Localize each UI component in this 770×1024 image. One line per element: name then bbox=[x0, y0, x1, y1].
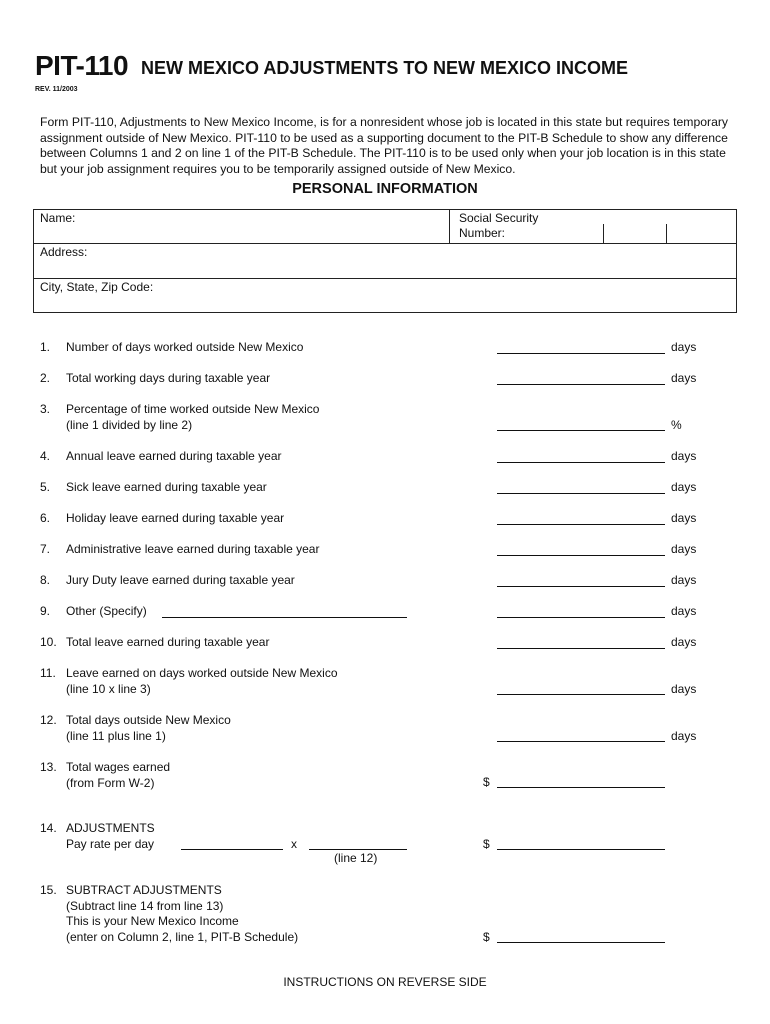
multiply-sign: x bbox=[291, 837, 297, 851]
line-number: 1. bbox=[40, 340, 51, 354]
line-reference: (line 12) bbox=[334, 851, 378, 865]
unit-label: days bbox=[671, 449, 697, 463]
line-3-input[interactable] bbox=[497, 430, 665, 431]
line-2-input[interactable] bbox=[497, 384, 665, 385]
dollar-sign: $ bbox=[483, 930, 490, 944]
line-label: Total leave earned during taxable year bbox=[66, 635, 270, 649]
unit-label: days bbox=[671, 635, 697, 649]
unit-label: days bbox=[671, 511, 697, 525]
line-label: Holiday leave earned during taxable year bbox=[66, 511, 285, 525]
dollar-sign: $ bbox=[483, 837, 490, 851]
line-number: 10. bbox=[40, 635, 57, 649]
dollar-sign: $ bbox=[483, 775, 490, 789]
intro-paragraph bbox=[40, 115, 740, 177]
intro-line: assignment outside of New Mexico. PIT-110 to be used as a supporting document to the PIT-B Schedule to show any difference bbox=[40, 130, 728, 145]
unit-label: days bbox=[671, 682, 697, 696]
divider bbox=[449, 210, 450, 243]
intro-line: but your job assignment requires you to be temporarily assigned outside of New Mexico. bbox=[40, 161, 516, 176]
line-label: ADJUSTMENTS bbox=[66, 821, 155, 835]
line-number: 14. bbox=[40, 821, 57, 835]
line-number: 13. bbox=[40, 760, 57, 774]
line-number: 7. bbox=[40, 542, 51, 556]
unit-label: days bbox=[671, 542, 697, 556]
name-field[interactable]: Name: bbox=[40, 211, 76, 225]
line-number: 8. bbox=[40, 573, 51, 587]
pay-rate-input[interactable] bbox=[181, 849, 283, 850]
line-sublabel: This is your New Mexico Income bbox=[66, 914, 239, 928]
line-number: 3. bbox=[40, 402, 51, 416]
line-label: SUBTRACT ADJUSTMENTS bbox=[66, 883, 222, 897]
line-label: Leave earned on days worked outside New Mexico bbox=[66, 666, 338, 680]
section-title: PERSONAL INFORMATION bbox=[292, 181, 478, 197]
line-sublabel: (from Form W-2) bbox=[66, 775, 155, 790]
line-12-input[interactable] bbox=[497, 741, 665, 742]
revision-date: REV. 11/2003 bbox=[35, 86, 78, 93]
line-number: 12. bbox=[40, 713, 57, 727]
line-label: Number of days worked outside New Mexico bbox=[66, 340, 304, 354]
line-12-ref-input[interactable] bbox=[309, 849, 407, 850]
line-sublabel: Pay rate per day bbox=[66, 836, 155, 851]
city-state-zip-field[interactable]: City, State, Zip Code: bbox=[40, 280, 154, 294]
divider bbox=[34, 243, 736, 244]
address-field[interactable]: Address: bbox=[40, 245, 88, 259]
ssn-separator bbox=[603, 224, 604, 243]
unit-label: days bbox=[671, 729, 697, 743]
line-label: Percentage of time worked outside New Mexico bbox=[66, 402, 320, 416]
ssn-separator bbox=[666, 224, 667, 243]
line-number: 15. bbox=[40, 883, 57, 897]
line-label: Total wages earned bbox=[66, 760, 171, 774]
form-title: NEW MEXICO ADJUSTMENTS TO NEW MEXICO INCOME bbox=[141, 58, 629, 78]
line-label: Annual leave earned during taxable year bbox=[66, 449, 282, 463]
line-label: Sick leave earned during taxable year bbox=[66, 480, 267, 494]
line-10-input[interactable] bbox=[497, 648, 665, 649]
ssn-field[interactable]: Number: bbox=[459, 226, 506, 240]
divider bbox=[34, 278, 736, 279]
line-4-input[interactable] bbox=[497, 462, 665, 463]
line-6-input[interactable] bbox=[497, 524, 665, 525]
line-number: 4. bbox=[40, 449, 51, 463]
personal-info-box bbox=[33, 209, 737, 313]
line-9-input[interactable] bbox=[497, 617, 665, 618]
line-number: 9. bbox=[40, 604, 51, 618]
other-specify-input[interactable] bbox=[162, 617, 407, 618]
unit-label: % bbox=[671, 418, 682, 432]
line-sublabel: (line 1 divided by line 2) bbox=[66, 417, 193, 432]
line-15-input[interactable] bbox=[497, 942, 665, 943]
unit-label: days bbox=[671, 480, 697, 494]
unit-label: days bbox=[671, 573, 697, 587]
line-14-input[interactable] bbox=[497, 849, 665, 850]
line-7-input[interactable] bbox=[497, 555, 665, 556]
unit-label: days bbox=[671, 340, 697, 354]
line-sublabel: (Subtract line 14 from line 13) bbox=[66, 898, 224, 913]
form-code: PIT-110 bbox=[35, 50, 129, 81]
intro-line: between Columns 1 and 2 on line 1 of the PIT-B Schedule. The PIT-110 is to be used only when your job location is in this state bbox=[40, 146, 726, 160]
line-number: 11. bbox=[40, 666, 56, 680]
line-label: Other (Specify) bbox=[66, 604, 147, 618]
line-number: 6. bbox=[40, 511, 51, 525]
line-label: Administrative leave earned during taxable year bbox=[66, 542, 320, 556]
line-sublabel: (enter on Column 2, line 1, PIT-B Schedule) bbox=[66, 929, 299, 944]
line-number: 5. bbox=[40, 480, 51, 494]
ssn-label: Social Security bbox=[459, 211, 539, 225]
line-11-input[interactable] bbox=[497, 694, 665, 695]
line-13-input[interactable] bbox=[497, 787, 665, 788]
line-5-input[interactable] bbox=[497, 493, 665, 494]
unit-label: days bbox=[671, 371, 697, 385]
line-number: 2. bbox=[40, 371, 51, 385]
line-label: Jury Duty leave earned during taxable year bbox=[66, 573, 295, 587]
line-8-input[interactable] bbox=[497, 586, 665, 587]
intro-line: Form PIT-110, Adjustments to New Mexico Income, is for a nonresident whose job is located in this state but requires temporary bbox=[40, 115, 729, 129]
unit-label: days bbox=[671, 604, 697, 618]
footer-note: INSTRUCTIONS ON REVERSE SIDE bbox=[283, 975, 487, 989]
line-label: Total days outside New Mexico bbox=[66, 713, 231, 727]
line-1-input[interactable] bbox=[497, 353, 665, 354]
line-sublabel: (line 11 plus line 1) bbox=[66, 728, 166, 743]
line-sublabel: (line 10 x line 3) bbox=[66, 681, 151, 696]
line-label: Total working days during taxable year bbox=[66, 371, 271, 385]
